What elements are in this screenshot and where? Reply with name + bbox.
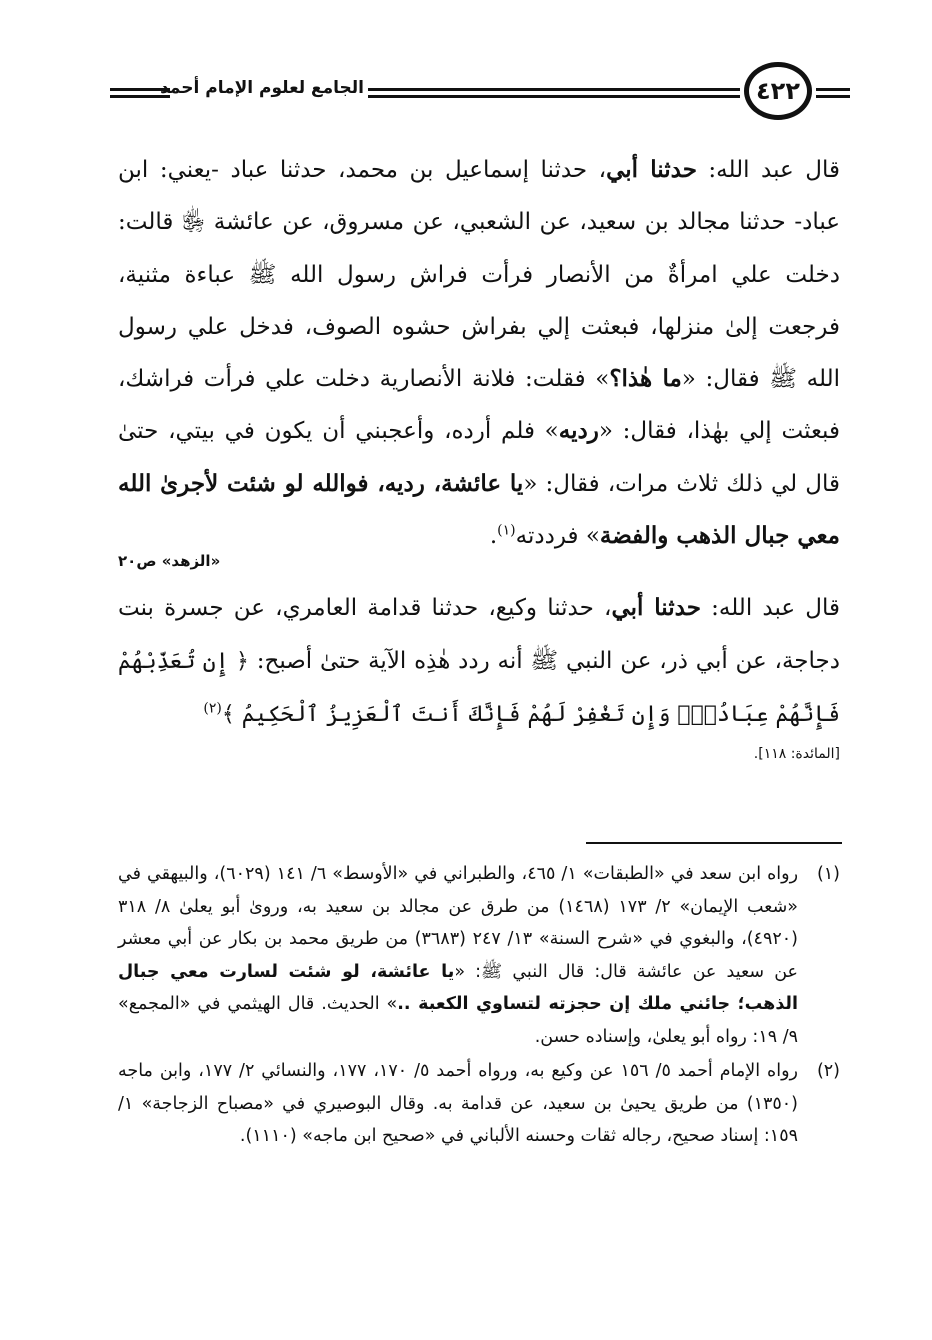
header-rule <box>368 88 740 91</box>
footnote-text <box>118 1055 798 1153</box>
footnote-marker-2: (٢) <box>203 700 222 717</box>
footnotes <box>118 858 840 1155</box>
footnote-text <box>118 858 798 1053</box>
footnote-text-bold: يا عائشة، لو شئت لسارت معي جبال الذهب؛ جائني ملك إن حجزته لتساوي الكعبة .. <box>118 961 798 1014</box>
footnote-text-part: رواه الإمام أحمد ٥/ ١٥٦ عن وكيع به، ورواه أحمد ٥/ ١٧٠، ١٧٧، والنسائي ٢/ ١٧٧، وابن ماجه (١٣٥٠) من طريق يحيىٰ بن سعيد، عن قدامة به. وقال البوصيري في «مصباح الزجاجة» ١/ ١٥٩: إسناد صحيح، رجاله ثقات وحسنه الألباني في «صحيح ابن ماجه» (١١١٠). <box>118 1061 798 1146</box>
header-rule <box>368 95 740 98</box>
main-text <box>118 144 840 769</box>
hadith-paragraph-1 <box>118 144 840 562</box>
hadith-intro-bold: حدثنا أبي <box>606 156 697 183</box>
verse-reference: [المائدة: ١١٨]. <box>753 746 840 763</box>
hadith-intro-bold: حدثنا أبي <box>611 594 701 622</box>
hadith-text-end: . <box>489 523 498 550</box>
running-title: الجامع لعلوم الإمام أحمد <box>160 78 364 98</box>
footnote-1 <box>118 858 840 1053</box>
page-header <box>110 62 850 124</box>
quote-2: رديه <box>558 417 599 445</box>
hadith-text: ، حدثنا إسماعيل بن محمد، حدثنا عباد -يعني: ابن عباد- حدثنا مجالد بن سعيد، عن الشعبي، عن مسروق، عن عائشة ﵂ قالت: دخلت علي امرأةٌ من الأنصار فرأت فراش رسول الله ﷺ عباءة مثنية، فرجعت إلىٰ منزلها، فبعثت إلي بفراش حشوه الصوف، فدخل علي رسول الله ﷺ فقال: « <box>118 157 841 393</box>
source-reference: «الزهد» ص٢٠ <box>118 552 221 571</box>
footnote-number: (٢) <box>816 1061 840 1081</box>
footnote-separator <box>586 842 842 844</box>
header-rule <box>816 95 850 98</box>
quote-3: يا عائشة، رديه، فوالله لو شئت لأجرىٰ الله معي جبال الذهب والفضة <box>118 469 840 550</box>
footnote-marker-1: (١) <box>497 522 516 539</box>
footnote-2 <box>118 1055 840 1153</box>
hadith-intro: قال عبد الله: <box>696 157 841 183</box>
hadith-text-3: » فلم أرده، وأعجبني أن يكون في بيتي، حتىٰ قال لي ذلك ثلاث مرات، فقال: « <box>118 418 840 497</box>
hadith-text-4: » فرددته <box>515 523 600 550</box>
hadith-intro: قال عبد الله: <box>700 595 841 622</box>
hadith-paragraph-2 <box>118 582 840 741</box>
footnote-text-part: رواه ابن سعد في «الطبقات» ١/ ٤٦٥، والطبراني في «الأوسط» ٦/ ١٤١ (٦٠٢٩)، والبيهقي في «شعب الإيمان» ٢/ ١٧٣ (١٤٦٨) من طرق عن مجالد بن سعيد به، وروىٰ أبو يعلىٰ ٨/ ٣١٨ (٤٩٢٠)، والبغوي في «شرح السنة» ١٣/ ٢٤٧ (٣٦٨٣) من طريق محمد بن بكار عن أبي معشر عن سعيد عن عائشة قال: قال النبي ﷺ: « <box>118 864 799 982</box>
quote-1: ما هٰذا؟ <box>609 365 682 393</box>
hadith-text-2: » فقلت: فلانة الأنصارية دخلت علي فرأت فراشك، فبعثت إلي بهٰذا، فقال: « <box>118 366 840 445</box>
page-number: ٤٢٢ <box>744 62 812 120</box>
footnote-number: (١) <box>816 864 840 884</box>
quran-verse: ﴿ إِن تُعَذِّبْهُمْ فَإِنَّهُمْ عِبَادُكَۖ وَإِن تَغْفِرْ لَهُمْ فَإِنَّكَ أَنتَ ٱلْعَزِيزُ ٱلْحَكِيمُ ﴾ <box>118 648 840 727</box>
footnote-text-part: » الحديث. قال الهيثمي في «المجمع» ٩/ ١٩: رواه أبو يعلىٰ، وإسناده حسن. <box>118 994 798 1047</box>
hadith-text: ، حدثنا وكيع، حدثنا قدامة العامري، عن جسرة بنت دجاجة، عن أبي ذر، عن النبي ﷺ أنه ردد هٰذِه الآية حتىٰ أصبح: <box>118 595 840 674</box>
header-rule <box>816 88 850 91</box>
